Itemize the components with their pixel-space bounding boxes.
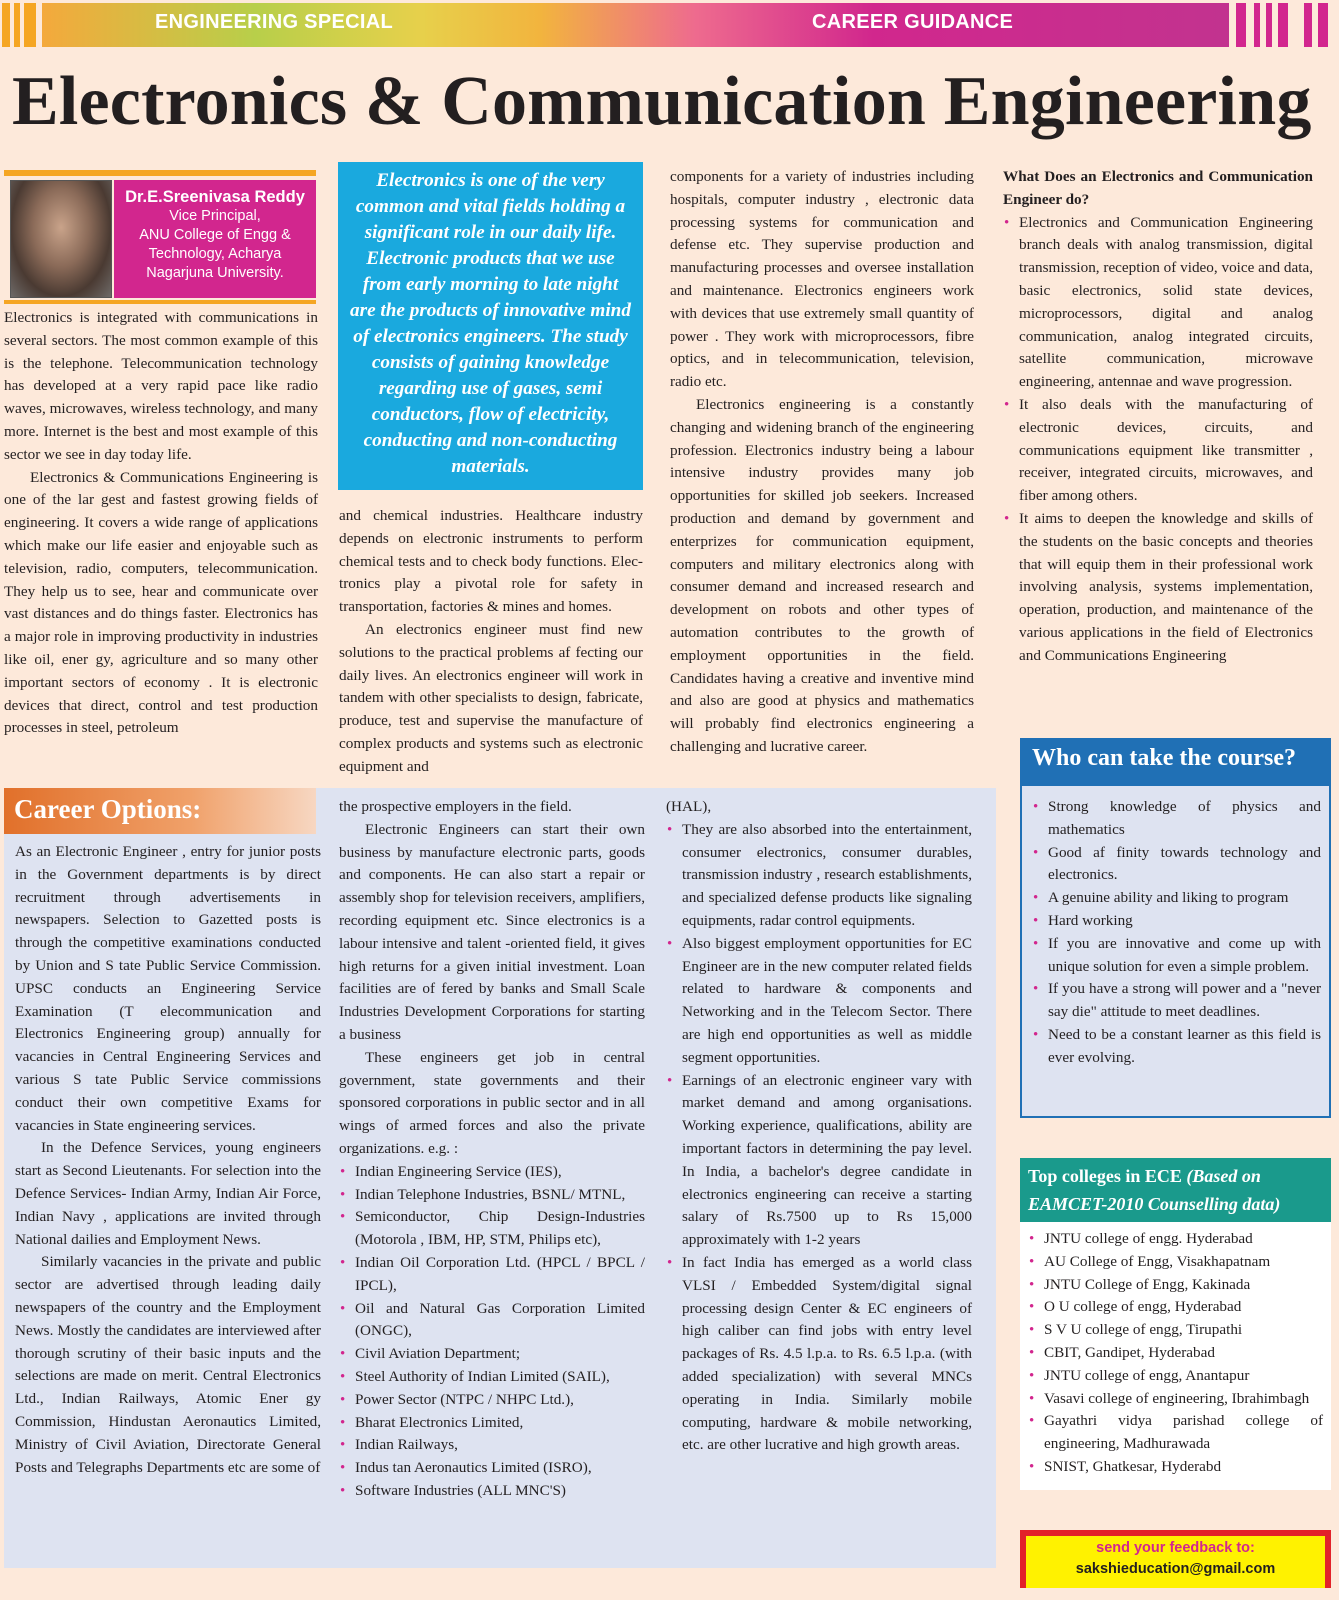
top-colleges-box: [1020, 1158, 1331, 1490]
career-column-2: [339, 796, 645, 1503]
banner-stripe: [1278, 3, 1288, 47]
list-item: • Indus tan Aeronautics Limited (ISRO),: [339, 1457, 645, 1480]
banner-stripe: [1266, 3, 1272, 47]
list-item: • Good af finity towards technology and electronics.: [1032, 842, 1321, 888]
list-item: • Software Industries (ALL MNC'S): [339, 1480, 645, 1503]
author-affiliation: Nagarjuna University.: [146, 265, 284, 281]
list-item: • If you have a strong will power and a "never say die" attitude to meet deadlines.: [1032, 978, 1321, 1024]
feedback-label: send your feedback to:: [1096, 1540, 1255, 1556]
banner-stripe: [1236, 3, 1246, 47]
article-paragraph: (HAL),: [666, 798, 712, 815]
list-item: • Steel Authority of Indian Limited (SAIL),: [339, 1366, 645, 1389]
article-paragraph: These engineers get job in central government, state governments and their sponsored corporations in public sector and in all wings of armed forces and also the private organizations. e.g. :: [339, 1048, 645, 1157]
feedback-email[interactable]: sakshieducation@gmail.com: [1075, 1561, 1276, 1577]
bullet-list: [666, 819, 972, 1457]
career-options-heading: Career Options:: [4, 788, 316, 834]
who-can-take-box: [1020, 738, 1331, 1118]
banner-stripe: [1254, 3, 1260, 47]
list-item: • Also biggest employment opportunities for EC Engineer are in the new computer related fields related to hardware & components and Networking and in the Telecom Sector. There are high end opportunities as well as middle segment opportunities.: [666, 933, 972, 1070]
pull-quote: Electronics is one of the very common and vital fields holding a significant role in our daily life. Electronic products that we use from early morning to late night are the products of innovative mind of electronics engineers. The study consists of gaining knowledge regarding use of gases, semi conductors, flow of electricity, conducting and non-conducting materials.: [338, 162, 643, 490]
top-colleges-title: Top colleges in ECE: [1028, 1166, 1182, 1186]
article-paragraph: Similarly vacancies in the private and public sector are advertised through leading daily newspapers of the country and the Employment News. Mostly the candidates are interviewed after thorough scrutiny of their basic inputs and the selections are made on merit. Central Electronics Ltd., Indian Railways, Atomic Ener gy Commission, Hindustan Aeronautics Limited, Ministry of Civil Aviation, Directorate General Posts and Telegraphs Departments etc are some of: [15, 1253, 321, 1476]
list-item: • It aims to deepen the knowledge and skills of the students on the basic concepts and theories that will equip them in their professional work involving analysis, systems implementation, operation, production, and maintenance of the various applications in the field of Electronics and Communications Engineering: [1003, 508, 1313, 668]
list-item: • Bharat Electronics Limited,: [339, 1412, 645, 1435]
article-paragraph: Electronics & Communications Engineering is one of the lar gest and fastest growing fields of engineering. It covers a wide range of applications which make our life easier and enjoyable such as television, radio, computers, telecommunication. They help us to see, hear and communicate over vast distances and do things faster. Electronics has a major role in improving productivity in industries like oil, ener gy, agriculture and so many other important sectors of economy . It is electronic devices that direct, control and test production processes in steel, petroleum: [4, 468, 318, 737]
author-title: Vice Principal,: [169, 208, 261, 224]
list-item: • If you are innovative and come up with unique solution for even a simple problem.: [1032, 933, 1321, 979]
list-item: • JNTU college of engg, Anantapur: [1028, 1365, 1323, 1388]
top-colleges-heading: [1020, 1158, 1331, 1222]
feedback-box: [1020, 1530, 1331, 1588]
banner-stripe: [1318, 3, 1328, 47]
author-info: [114, 180, 316, 298]
list-item: • Indian Railways,: [339, 1434, 645, 1457]
article-column-3: [670, 166, 974, 759]
career-column-3: [666, 796, 972, 1457]
article-column-2: [339, 505, 643, 779]
list-item: • Civil Aviation Department;: [339, 1343, 645, 1366]
list-item: • Oil and Natural Gas Corporation Limited (ONGC),: [339, 1298, 645, 1344]
list-item: • Indian Telephone Industries, BSNL/ MTNL,: [339, 1184, 645, 1207]
list-item: • Need to be a constant learner as this field is ever evolving.: [1032, 1024, 1321, 1070]
employer-list: [339, 1161, 645, 1503]
bullet-list: [1003, 212, 1313, 668]
list-item: • JNTU College of Engg, Kakinada: [1028, 1274, 1323, 1297]
college-list: [1028, 1228, 1323, 1479]
list-item: • Earnings of an electronic engineer vary with market demand and among organisations. Working experience, qualifications, ability are important factors in determining the pay level. In India, a bachelor's degree candidate in electronics engineering can receive a starting salary of Rs.7500 up to Rs 15,000 approximately with 1-2 years: [666, 1070, 972, 1252]
top-colleges-subtitle: (Based on EAMCET-2010 Counselling data): [1028, 1166, 1281, 1214]
author-affiliation: ANU College of Engg &: [139, 227, 291, 243]
author-photo: [10, 180, 112, 298]
section-heading: What Does an Electronics and Communication Engineer do?: [1003, 168, 1313, 208]
list-item: • Vasavi college of engineering, Ibrahimbagh: [1028, 1388, 1323, 1411]
author-name: Dr.E.Sreenivasa Reddy: [125, 188, 305, 206]
author-affiliation: Technology, Acharya: [148, 246, 282, 262]
list-item: • It also deals with the manufacturing of electronic devices, circuits, and communications equipment like transmitter , receiver, integrated circuits, microwaves, and fiber among others.: [1003, 394, 1313, 508]
author-box: [4, 170, 316, 304]
list-item: • Gayathri vidya parishad college of engineering, Madhurawada: [1028, 1410, 1323, 1456]
list-item: • Indian Oil Corporation Ltd. (HPCL / BPCL / IPCL),: [339, 1252, 645, 1298]
banner-stripe: [14, 3, 20, 47]
page-headline: Electronics & Communication Engineering: [12, 63, 1312, 140]
article-paragraph: Electronics is integrated with communications in several sectors. The most common example of this is the telephone. Telecommunication technology has developed at a very rapid pace like radio waves, microwaves, wireless technology, and many more. Internet is the best and most example of this sector we see in day today life.: [4, 309, 318, 463]
article-paragraph: Electronics engineering is a constantly changing and widening branch of the engineering profession. Electronics industry being a labour intensive industry provides many job opportunities for skilled job seekers. Increased production and demand by government and enterprizes for communication equipment, computers and military electronics along with consumer demand and increased research and development on robots and other types of automation contributes to the growth of employment opportunities in the field. Candidates having a creative and inventive mind and also are good at physics and mathematics will probably find electronics engineering a challenging and lucrative career.: [670, 395, 974, 755]
who-can-take-heading: Who can take the course?: [1022, 740, 1329, 786]
list-item: • Semiconductor, Chip Design-Industries (Motorola , IBM, HP, STM, Philips etc),: [339, 1206, 645, 1252]
section-label-right: CAREER GUIDANCE: [812, 11, 1014, 33]
list-item: • A genuine ability and liking to program: [1032, 887, 1321, 910]
banner-stripe: [2, 3, 10, 47]
career-column-1: [15, 841, 321, 1479]
article-paragraph: An electronics engineer must find new solutions to the practical problems af fecting our daily lives. An electronics engineer will work in tandem with other specialists to design, fabricate, produce, test and supervise the manufacture of complex products and systems such as electronic equipment and: [339, 620, 643, 775]
article-paragraph: Electronic Engineers can start their own business by manufacture electronic parts, goods and components. He can also start a repair or assembly shop for television receivers, amplifiers, recording equipment etc. Since electronics is a labour intensive and talent -oriented field, it gives high returns for a given initial investment. Loan facilities are of fered by banks and Small Scale Industries Development Corporations for starting a business: [339, 820, 645, 1043]
article-paragraph: the prospective employers in the field.: [339, 798, 572, 815]
section-banner: [0, 0, 1339, 50]
list-item: • Electronics and Communication Engineering branch deals with analog transmission, digital transmission, reception of video, voice and data, basic electronics, solid state devices, microprocessors, digital and analog communication, analog integrated circuits, satellite communication, microwave engineering, antennae and wave progression.: [1003, 212, 1313, 394]
list-item: • Power Sector (NTPC / NHPC Ltd.),: [339, 1389, 645, 1412]
article-column-4: [1003, 166, 1313, 668]
list-item: • CBIT, Gandipet, Hyderabad: [1028, 1342, 1323, 1365]
list-item: • JNTU college of engg. Hyderabad: [1028, 1228, 1323, 1251]
article-paragraph: and chemical industries. Healthcare industry depends on electronic instruments to perform chemical tests and to check body functions. Elec-tronics play a pivotal role for safety in transportation, factories & mines and homes.: [339, 507, 643, 616]
list-item: • They are also absorbed into the entertainment, consumer electronics, consumer durables, transmission industry , research establishments, and specialized defense products like signaling equipments, radar control equipments.: [666, 819, 972, 933]
list-item: • Strong knowledge of physics and mathematics: [1032, 796, 1321, 842]
banner-stripe: [1304, 3, 1312, 47]
list-item: • In fact India has emerged as a world class VLSI / Embedded System/digital signal processing design Center & EC engineers of high caliber can find jobs with entry level packages of Rs. 4.5 l.p.a. to Rs. 6.5 l.p.a. (with added specialization) with several MNCs operating in India. Similarly mobile computing, hardware & mobile networking, etc. are other lucrative and high growth areas.: [666, 1252, 972, 1457]
list-item: • SNIST, Ghatkesar, Hyderabd: [1028, 1456, 1323, 1479]
article-paragraph: components for a variety of industries including hospitals, computer industry , electronic data processing systems for communication and defense etc. They supervise production and manufacturing processes and oversee installation and maintenance. Electronics engineers work with devices that use extremely small quantity of power . They work with microprocessors, fibre optics, and in telecommunication, television, radio etc.: [670, 168, 974, 391]
article-paragraph: As an Electronic Engineer , entry for junior posts in the Government departments is by direct recruitment through advertisements in newspapers. Selection to Gazetted posts is through the competitive examinations conducted by Union and S tate Public Service Commission. UPSC conducts an Engineering Service Examination (T elecommunication and Electronics Engineering group) annually for vacancies in Central Engineering Services and various S tate Public Service commissions conduct their own competitive Exams for vacancies in State engineering services.: [15, 843, 321, 1134]
article-paragraph: In the Defence Services, young engineers start as Second Lieutenants. For selection into the Defence Services- Indian Army, Indian Air Force, Indian Navy , applications are invited through National dailies and Employment News.: [15, 1139, 321, 1248]
list-item: • Indian Engineering Service (IES),: [339, 1161, 645, 1184]
list-item: • O U college of engg, Hyderabad: [1028, 1296, 1323, 1319]
list-item: • AU College of Engg, Visakhapatnam: [1028, 1251, 1323, 1274]
banner-stripe: [24, 3, 36, 47]
article-column-1: [4, 307, 318, 740]
list-item: • Hard working: [1032, 910, 1321, 933]
career-options-panel: [4, 788, 996, 1568]
section-label-left: ENGINEERING SPECIAL: [155, 11, 393, 33]
bullet-list: [1032, 796, 1321, 1070]
list-item: • S V U college of engg, Tirupathi: [1028, 1319, 1323, 1342]
